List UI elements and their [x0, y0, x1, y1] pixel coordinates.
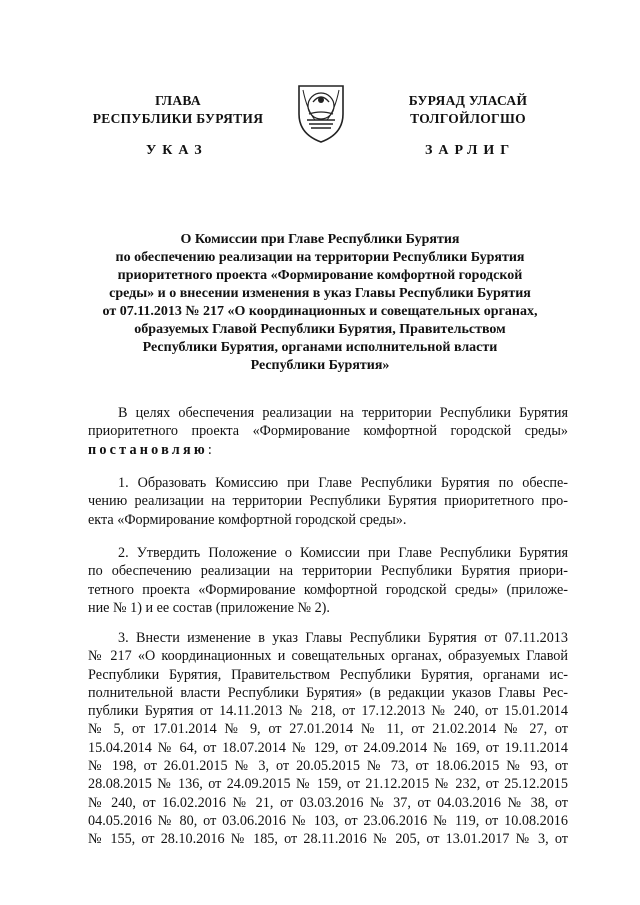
title-line: среды» и о внесении изменения в указ Главы Республики Бурятия	[109, 286, 531, 301]
resolve-colon: :	[207, 441, 212, 458]
header-left-line: РЕСПУБЛИКИ БУРЯТИЯ	[92, 111, 264, 126]
body-line: чению реализации на территории Республики Бурятия приоритетного про-	[88, 493, 568, 510]
body-line: 28.08.2015 № 136, от 24.09.2015 № 159, от 21.12.2015 № 232, от 25.12.2015	[88, 776, 568, 793]
document-title	[80, 231, 560, 375]
title-line: по обеспечению реализации на территории Республики Бурятия	[115, 250, 525, 265]
title-line: образуемых Главой Республики Бурятия, Правительством	[134, 322, 506, 337]
body-line: 2. Утвердить Положение о Комиссии при Главе Республики Бурятия	[118, 545, 568, 561]
coat-of-arms-icon	[293, 80, 349, 144]
item-3-paragraph	[88, 629, 568, 849]
body-line: В целях обеспечения реализации на территории Республики Бурятия	[118, 405, 568, 421]
decree-label: УКАЗ	[146, 143, 208, 158]
body-line: № 240, от 16.02.2016 № 21, от 03.03.2016 № 37, от 04.03.2016 № 38, от	[88, 794, 568, 811]
body-line: по обеспечению реализации на территории Республики Бурятия приори-	[88, 563, 568, 580]
body-line: ние № 1) и ее состав (приложение № 2).	[88, 599, 330, 616]
title-line: Республики Бурятия, органами исполнительной власти	[142, 340, 498, 355]
decree-label-buryat: ЗАРЛИГ	[425, 143, 516, 158]
body-line: № 198, от 26.01.2015 № 3, от 20.05.2015 № 73, от 18.06.2015 № 93, от	[88, 758, 568, 775]
body-line: № 5, от 17.01.2014 № 9, от 27.01.2014 № 11, от 21.02.2014 № 27, от	[88, 721, 568, 738]
preamble-paragraph	[88, 404, 568, 459]
title-line: от 07.11.2013 № 217 «О координационных и совещательных органах,	[102, 304, 538, 319]
resolve-keyword: постановляю	[88, 441, 208, 458]
body-line: Республики Бурятия, Правительством Республики Бурятия, органами ис-	[88, 666, 568, 683]
body-line: 3. Внести изменение в указ Главы Республики Бурятия от 07.11.2013	[118, 630, 568, 646]
item-1-paragraph	[88, 474, 568, 529]
title-line: приоритетного проекта «Формирование комфортной городской	[117, 268, 523, 283]
body-line: 15.04.2014 № 64, от 18.07.2014 № 129, от 24.09.2014 № 169, от 19.11.2014	[88, 739, 568, 756]
body-line: екта «Формирование комфортной городской среды».	[88, 511, 407, 528]
body-line: публики Бурятия от 14.11.2013 № 218, от 17.12.2013 № 240, от 15.01.2014	[88, 703, 568, 720]
body-line: № 155, от 28.10.2016 № 185, от 28.11.2016 № 205, от 13.01.2017 № 3, от	[88, 831, 568, 848]
title-line: Республики Бурятия»	[250, 358, 390, 373]
header-right-line: ТОЛГОЙЛОГШО	[410, 111, 526, 126]
item-2-paragraph	[88, 544, 568, 617]
body-line: приоритетного проекта «Формирование комфортной городской среды»	[88, 423, 568, 440]
body-line: тетного проекта «Формирование комфортной городской среды» (приложе-	[88, 581, 568, 598]
body-line: 04.05.2016 № 80, от 03.06.2016 № 103, от 23.06.2016 № 119, от 10.08.2016	[88, 812, 568, 829]
body-line: № 217 «О координационных и совещательных органах, образуемых Главой	[88, 648, 568, 665]
title-line: О Комиссии при Главе Республики Бурятия	[180, 232, 460, 247]
body-line	[88, 441, 568, 459]
body-line: полнительной власти Республики Бурятия» (в редакции указов Главы Рес-	[88, 684, 568, 701]
header-right-line: БУРЯАД УЛАСАЙ	[408, 93, 528, 108]
body-line: 1. Образовать Комиссию при Главе Республики Бурятия по обеспе-	[118, 475, 568, 491]
header-right	[378, 92, 558, 128]
header-left	[78, 92, 278, 128]
header-left-line: ГЛАВА	[155, 93, 201, 108]
